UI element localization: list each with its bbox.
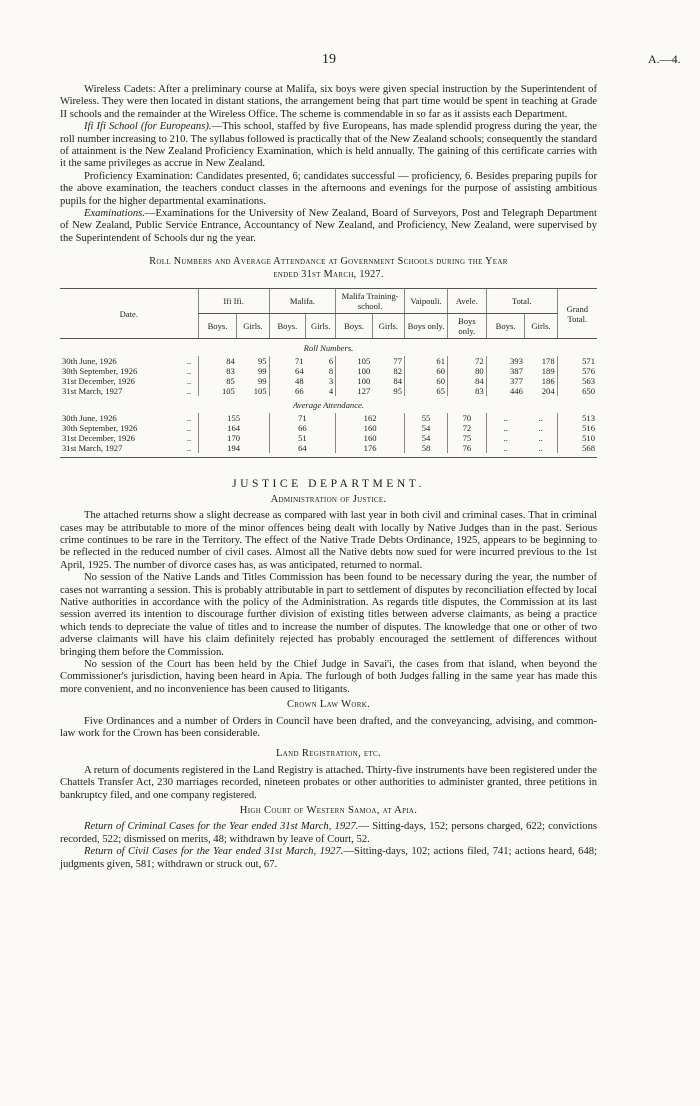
- row-leader-dots: ..: [186, 443, 192, 454]
- row-date: 30th June, 1926: [62, 413, 117, 424]
- paragraph-proficiency: Proficiency Examination: Candidates presented, 6; candidates successful — proficiency, 6. Besides preparing pupils for the above examination, the teachers conduct classes in the afternoons and evenings for the purpose of assisting ambitious pupils for the higher departmental examinations.: [60, 170, 597, 207]
- subsection-crown-law: Crown Law Work.: [286, 699, 371, 711]
- header-girls: Girls.: [237, 314, 269, 339]
- cell-value: 99: [257, 376, 267, 387]
- cell-value: 571: [557, 356, 597, 366]
- table-row: [60, 366, 597, 376]
- header-girls: Girls.: [306, 314, 336, 339]
- row-date: 31st December, 1926: [62, 376, 135, 387]
- cell-value: 513: [557, 413, 597, 423]
- cell-value: 95: [393, 386, 403, 397]
- paragraph-returns: The attached returns show a slight decrease as compared with last year in both civil and criminal cases. That in criminal cases may be attributable to more of the minor offences being dealt with locally by Native Judges than in the past. Serious crime continues to be rare in the Territory. The effect of the Native Trade Debts Ordinance, 1925, appears to be beginning to be reflected in the reduced number of civil cases. Almost all the Native debts now sued for were incurred previous to the 1st April, 1925. The number of divorce cases has, as was anticipated, returned to normal.: [60, 510, 597, 571]
- cell-value: 99: [257, 366, 267, 377]
- row-leader-dots: ..: [186, 376, 192, 387]
- header-malifa: Malifa.: [269, 289, 336, 314]
- cell-value: 70: [448, 413, 487, 423]
- cell-value: ..: [486, 423, 525, 433]
- cell-value: 72: [448, 423, 487, 433]
- cell-value: 75: [448, 433, 487, 443]
- roll-attendance-table: [60, 288, 597, 458]
- cell-value: 186: [541, 376, 555, 387]
- cell-value: 65: [405, 386, 448, 396]
- cell-value: 51: [269, 433, 336, 443]
- cell-value: 80: [448, 366, 487, 376]
- paragraph-wireless-cadets: Wireless Cadets: After a preliminary course at Malifa, six boys were given special instruction by the Superintendent of Wireless. They were then located in distant stations, the arrangement being that part time would be spent in teaching at Grade II schools and the remainder at the Wireless Office. The scheme is commendable in so far as it assists each Department.: [60, 84, 597, 120]
- table-caption-line-2: ended 31st March, 1927.: [273, 269, 384, 281]
- header-malifa-training: Malifa Training-school.: [336, 289, 405, 314]
- row-date: 30th September, 1926: [62, 423, 138, 434]
- header-total: Total.: [486, 289, 557, 314]
- cell-value: 105: [336, 356, 373, 366]
- paragraph-ifi-ifi-school: [60, 121, 597, 171]
- cell-value: 576: [557, 366, 597, 376]
- cell-value: 446: [486, 386, 525, 396]
- cell-value: 60: [405, 366, 448, 376]
- examinations-text: —Examinations for the University of New Zealand, Board of Surveyors, Post and Telegraph Department of New Zealand, Public Service Entrance, Accountancy of New Zealand, and Proficiency, New Zealand, were supervised by the Superintendent of Schools dur ng the year.: [60, 208, 597, 244]
- row-leader-dots: ..: [186, 356, 192, 367]
- cell-value: 54: [405, 433, 448, 443]
- cell-value: 54: [405, 423, 448, 433]
- cell-value: 100: [336, 366, 373, 376]
- cell-value: 160: [336, 433, 405, 443]
- cell-value: 105: [253, 386, 267, 397]
- row-leader-dots: ..: [186, 386, 192, 397]
- cell-value: ..: [486, 443, 525, 453]
- cell-value: 100: [336, 376, 373, 386]
- row-leader-dots: ..: [186, 433, 192, 444]
- cell-value: 77: [393, 356, 403, 367]
- table-row: [60, 413, 597, 423]
- row-date: 31st March, 1927: [62, 386, 123, 397]
- examinations-heading: Examinations.: [84, 208, 145, 220]
- row-date: 31st March, 1927: [62, 443, 123, 454]
- ifi-school-text: —This school, staffed by five Europeans, has made splendid progress during the year, the roll number increasing to 210. The syllabus followed is practically that of the New Zealand schools; consequently the standard of attainment is the New Zealand Proficiency Examination, which is held annually. The gaining of this certificate carries with it the same privileges as accrue in New Zealand.: [60, 121, 597, 170]
- cell-value: 178: [541, 356, 555, 367]
- cell-value: 516: [557, 423, 597, 433]
- header-boys: Boys.: [269, 314, 306, 339]
- subsection-high-court: High Court of Western Samoa, at Apia.: [239, 805, 418, 817]
- header-date: Date.: [60, 289, 198, 339]
- cell-value: 66: [269, 386, 306, 396]
- cell-value: 155: [198, 413, 269, 423]
- cell-value: ..: [486, 413, 525, 423]
- cell-value: 55: [405, 413, 448, 423]
- header-boys: Boys.: [198, 314, 237, 339]
- paragraph-criminal-cases: [60, 821, 597, 846]
- table-row: [60, 386, 597, 396]
- cell-value: 95: [257, 356, 267, 367]
- cell-value: 127: [336, 386, 373, 396]
- civil-cases-text: —Sitting-days, 102; actions filed, 741; actions heard, 648; judgments given, 581; withdrawn or struck out, 67.: [60, 846, 597, 870]
- cell-value: 48: [269, 376, 306, 386]
- section-average-attendance: Average Attendance.: [293, 400, 364, 411]
- subsection-administration: Administration of Justice.: [270, 493, 387, 505]
- cell-value: 84: [393, 376, 403, 387]
- cell-value: 162: [336, 413, 405, 423]
- cell-value: 393: [486, 356, 525, 366]
- header-grand-total: Grand Total.: [557, 289, 597, 339]
- cell-value: ..: [538, 443, 543, 454]
- cell-value: 66: [269, 423, 336, 433]
- table-row: [60, 443, 597, 453]
- paragraph-crown-law: Five Ordinances and a number of Orders in Council have been drafted, and the conveyancing, advising, and common-law work for the Crown has been considerable.: [60, 715, 597, 739]
- cell-value: 194: [198, 443, 269, 453]
- cell-value: 105: [198, 386, 237, 396]
- cell-value: 6: [328, 356, 334, 367]
- header-girls: Girls.: [525, 314, 557, 339]
- page-body: [60, 84, 597, 871]
- cell-value: 650: [557, 386, 597, 396]
- cell-value: 76: [448, 443, 487, 453]
- cell-value: 83: [198, 366, 237, 376]
- cell-value: 377: [486, 376, 525, 386]
- table-caption-line-1: Roll Numbers and Average Attendance at Government Schools during the Year: [149, 256, 508, 268]
- ifi-school-heading: Ifi Ifi School (for Europeans).: [84, 121, 212, 133]
- header-boys: Boys.: [486, 314, 525, 339]
- cell-value: 82: [393, 366, 403, 377]
- civil-cases-heading: Return of Civil Cases for the Year ended 31st March, 1927.: [84, 846, 344, 858]
- cell-value: 71: [269, 413, 336, 423]
- cell-value: 387: [486, 366, 525, 376]
- cell-value: 61: [405, 356, 448, 366]
- paragraph-civil-cases: [60, 846, 597, 871]
- cell-value: ..: [538, 423, 543, 434]
- header-boys: Boys.: [336, 314, 373, 339]
- cell-value: 85: [198, 376, 237, 386]
- row-leader-dots: ..: [186, 423, 192, 434]
- header-boys-only: Boys only.: [448, 314, 487, 339]
- row-date: 30th September, 1926: [62, 366, 138, 377]
- paragraph-examinations: [60, 208, 597, 245]
- cell-value: 510: [557, 433, 597, 443]
- cell-value: 72: [448, 356, 487, 366]
- header-vaipouli: Vaipouli.: [405, 289, 448, 314]
- page-number: 19: [322, 52, 336, 67]
- cell-value: ..: [538, 433, 543, 444]
- paragraph-land-registration: A return of documents registered in the Land Registry is attached. Thirty-five instruments have been registered under the Chattels Transfer Act, 230 marriages recorded, nineteen probates or other authorities to administer granted, three petitions in bankruptcy filed, and one company registered.: [60, 764, 597, 801]
- criminal-cases-heading: Return of Criminal Cases for the Year ended 31st March, 1927.: [84, 821, 359, 833]
- paragraph-lands-commission: No session of the Native Lands and Titles Commission has been found to be necessary during the year, the number of cases not warranting a session. This is probably attributable in part to settlement of disputes by reconciliation effected by local Native authorities in accordance with the policy of the Administration. As regards title disputes, the Commission at its last session averred its intention to discourage further division of existing titles between adverse claimants, as being a practice which tends to depreciate the value of titles and to increase the number of disputes. The knowledge that one or other of two adverse claimants will have his claim definitely rejected has probably encouraged the settlement of differences without bringing them before the Commission.: [60, 572, 597, 658]
- cell-value: 160: [336, 423, 405, 433]
- row-leader-dots: ..: [186, 413, 192, 424]
- document-reference: A.—4.: [648, 52, 681, 66]
- table-row: [60, 356, 597, 366]
- subsection-land-registration: Land Registration, etc.: [276, 748, 381, 760]
- header-boys-only: Boys only.: [405, 314, 448, 339]
- cell-value: 3: [328, 376, 334, 387]
- header-avele: Avele.: [448, 289, 487, 314]
- cell-value: 164: [198, 423, 269, 433]
- cell-value: 563: [557, 376, 597, 386]
- cell-value: 83: [448, 386, 487, 396]
- cell-value: 58: [405, 443, 448, 453]
- table-caption: [60, 255, 597, 281]
- cell-value: 64: [269, 443, 336, 453]
- cell-value: 8: [328, 366, 334, 377]
- cell-value: 84: [448, 376, 487, 386]
- cell-value: 204: [541, 386, 555, 397]
- section-roll-numbers: Roll Numbers.: [303, 343, 354, 354]
- cell-value: ..: [538, 413, 543, 424]
- cell-value: 176: [336, 443, 405, 453]
- cell-value: 60: [405, 376, 448, 386]
- row-leader-dots: ..: [186, 366, 192, 377]
- section-title-justice: JUSTICE DEPARTMENT.: [232, 477, 425, 491]
- header-girls: Girls.: [372, 314, 404, 339]
- criminal-cases-text: — Sitting-days, 152; persons charged, 622; convictions recorded, 522; dismissed on merits, 48; withdrawn by leave of Court, 52.: [60, 821, 598, 845]
- table-row: [60, 376, 597, 386]
- header-ifi-ifi: Ifi Ifi.: [198, 289, 269, 314]
- table-row: [60, 433, 597, 443]
- cell-value: 189: [541, 366, 555, 377]
- cell-value: 170: [198, 433, 269, 443]
- cell-value: ..: [486, 433, 525, 443]
- row-date: 31st December, 1926: [62, 433, 135, 444]
- cell-value: 71: [269, 356, 306, 366]
- table-row: [60, 423, 597, 433]
- cell-value: 568: [557, 443, 597, 453]
- paragraph-court-session: No session of the Court has been held by the Chief Judge in Savai'i, the cases from that island, when beyond the Commissioner's jurisdiction, having been heard in Apia. The furlough of both Judges falling in the same year has made this more convenient, and no inconvenience has been caused to litigants.: [60, 658, 597, 695]
- cell-value: 84: [198, 356, 237, 366]
- row-date: 30th June, 1926: [62, 356, 117, 367]
- cell-value: 4: [328, 386, 334, 397]
- cell-value: 64: [269, 366, 306, 376]
